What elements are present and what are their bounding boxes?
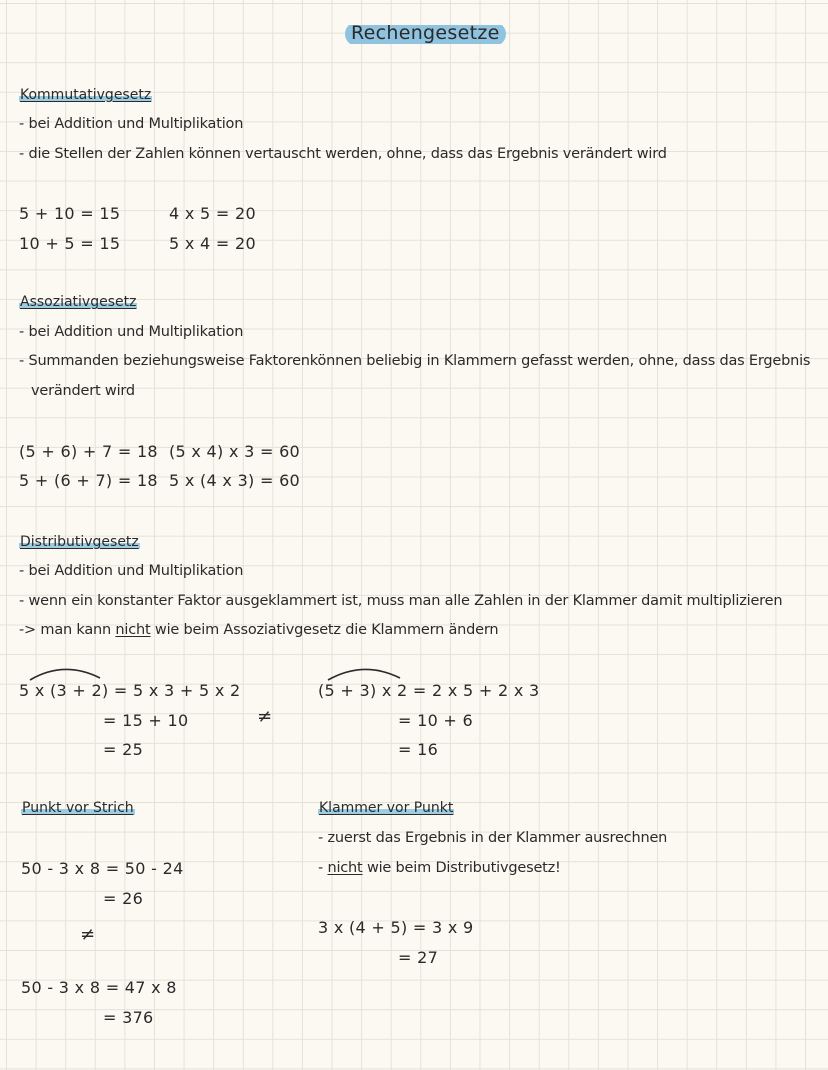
klammer-vor-punkt-bullet-2-post: wie beim Distributivgesetz!: [362, 860, 561, 876]
punkt-vor-strich-line-3: 50 - 3 x 8 = 47 x 8: [21, 978, 177, 997]
punkt-vor-strich-heading: Punkt vor Strich: [22, 800, 134, 816]
page-title: Rechengesetze: [345, 22, 506, 46]
distributiv-not-equal: ≠: [257, 706, 273, 727]
kommutativ-example-add-2: 10 + 5 = 15: [19, 234, 121, 253]
klammer-vor-punkt-bullet-2: [318, 860, 561, 876]
distributiv-left-arc: [28, 666, 102, 682]
distributiv-right-line-2: = 10 + 6: [398, 711, 474, 730]
klammer-vor-punkt-line-2: = 27: [398, 948, 439, 967]
kommutativ-example-add-1: 5 + 10 = 15: [19, 204, 121, 223]
distributiv-right-line-3: = 16: [398, 740, 439, 759]
kommutativ-example-mul-2: 5 x 4 = 20: [169, 234, 256, 253]
distributiv-right-arc: [326, 666, 402, 682]
klammer-vor-punkt-bullet-2-emphasis: nicht: [327, 860, 363, 876]
distributiv-left-line-2: = 15 + 10: [103, 711, 189, 730]
klammer-vor-punkt-bullet-1: - zuerst das Ergebnis in der Klammer ausrechnen: [318, 830, 668, 846]
assoziativ-example-mul-2: 5 x (4 x 3) = 60: [169, 471, 301, 490]
klammer-vor-punkt-heading: Klammer vor Punkt: [319, 800, 454, 816]
distributiv-left-line-1: 5 x (3 + 2) = 5 x 3 + 5 x 2: [19, 681, 241, 700]
assoziativ-example-mul-1: (5 x 4) x 3 = 60: [169, 442, 301, 461]
assoziativ-bullet-2: - Summanden beziehungsweise Faktorenkönnen beliebig in Klammern gefasst werden, ohne, dass das Ergebnis: [19, 353, 811, 369]
kommutativ-bullet-2: - die Stellen der Zahlen können vertauscht werden, ohne, dass das Ergebnis verändert wird: [19, 146, 667, 162]
distributiv-bullet-2: - wenn ein konstanter Faktor ausgeklammert ist, muss man alle Zahlen in der Klammer damit multiplizieren: [19, 593, 783, 609]
kommutativ-example-mul-1: 4 x 5 = 20: [169, 204, 256, 223]
distributiv-bullet-3-emphasis: nicht: [115, 622, 151, 638]
assoziativ-bullet-2-continued: verändert wird: [31, 383, 135, 399]
distributiv-bullet-3-pre: -> man kann: [19, 622, 116, 638]
assoziativ-heading: Assoziativgesetz: [20, 294, 137, 310]
assoziativ-example-add-2: 5 + (6 + 7) = 18: [19, 471, 158, 490]
kommutativ-heading: Kommutativgesetz: [20, 87, 152, 103]
distributiv-right-line-1: (5 + 3) x 2 = 2 x 5 + 2 x 3: [318, 681, 540, 700]
assoziativ-example-add-1: (5 + 6) + 7 = 18: [19, 442, 158, 461]
distributiv-bullet-3-post: wie beim Assoziativgesetz die Klammern ändern: [150, 622, 499, 638]
distributiv-heading: Distributivgesetz: [20, 534, 139, 550]
distributiv-bullet-3: [19, 622, 498, 638]
kommutativ-bullet-1: - bei Addition und Multiplikation: [19, 116, 244, 132]
assoziativ-bullet-1: - bei Addition und Multiplikation: [19, 324, 244, 340]
distributiv-bullet-1: - bei Addition und Multiplikation: [19, 563, 244, 579]
klammer-vor-punkt-bullet-2-pre: -: [318, 860, 328, 876]
punkt-vor-strich-line-2: = 26: [103, 889, 144, 908]
distributiv-left-line-3: = 25: [103, 740, 144, 759]
punkt-vor-strich-not-equal: ≠: [80, 924, 96, 945]
punkt-vor-strich-line-4: = 376: [103, 1008, 154, 1027]
punkt-vor-strich-line-1: 50 - 3 x 8 = 50 - 24: [21, 859, 184, 878]
klammer-vor-punkt-line-1: 3 x (4 + 5) = 3 x 9: [318, 918, 474, 937]
